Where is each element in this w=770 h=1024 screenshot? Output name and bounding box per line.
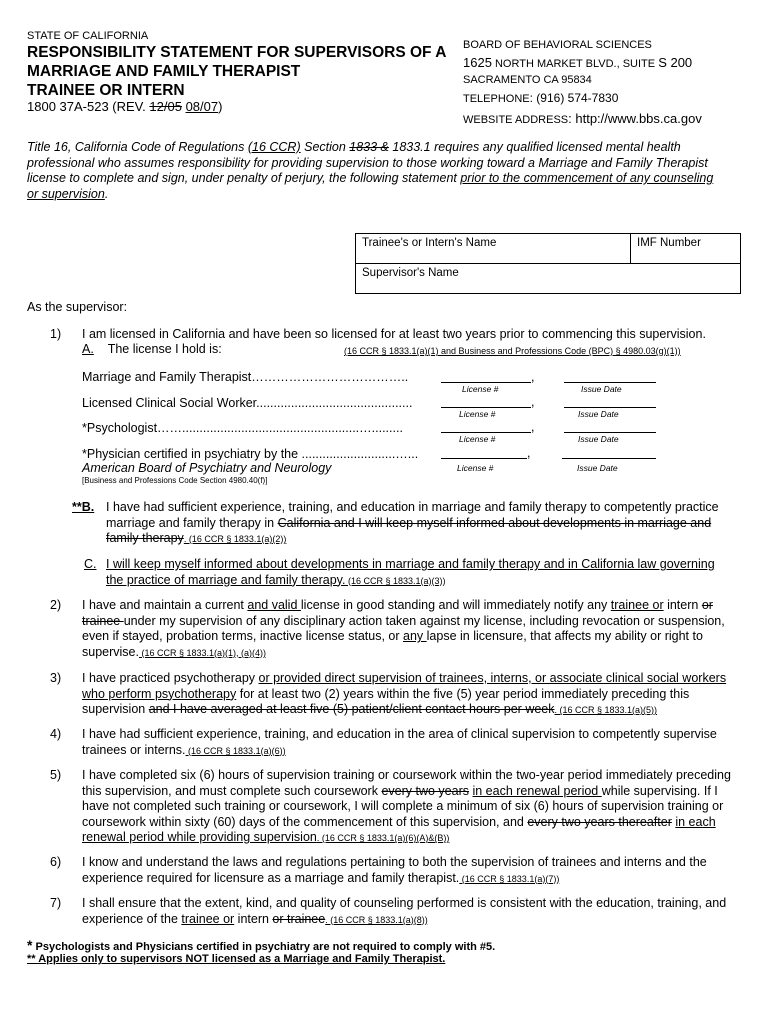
- item-7-number: 7): [50, 896, 62, 910]
- item-1a: [82, 342, 222, 358]
- item-4-number: 4): [50, 727, 62, 741]
- item-1b-text: I have had sufficient experience, training, and education in marriage and family therapy to competently practice marriage and family therapy in California and I will keep myself informed about developments in marriage and family therapy. (16 CCR § 1833.1(a)(2)): [106, 500, 719, 545]
- item-1-number: 1): [50, 327, 62, 341]
- license-comma-4: ,: [527, 446, 531, 460]
- license-physician: *Physician certified in psychiatry by the ...........................…...: [82, 447, 419, 461]
- item-5-text: I have completed six (6) hours of supervision training or coursework within the two-year period immediately preceding this supervision, and must complete such coursework every two years in each renewal period while supervising. If I have not completed such training or coursework, I will complete a minimum of six (6) hours of supervision training or coursework within sixty (60) days of the commencement of this supervision, and every two years thereafter in each renewal period while providing supervision. (16 CCR § 1833.1(a)(6)(A)&(B)): [82, 768, 731, 844]
- item-7-text: I shall ensure that the extent, kind, and quality of counseling performed is consistent with the education, training, and experience of the trainee or intern or trainee. (16 CCR § 1833.1(a)(8)): [82, 896, 727, 926]
- item-4-text: I have had sufficient experience, training, and education in the area of clinical supervision to competently supervise trainees or interns. (16 CCR § 1833.1(a)(6)): [82, 727, 717, 757]
- telephone-number: : (916) 574-7830: [529, 91, 619, 105]
- license-mft: Marriage and Family Therapist………………………………..: [82, 370, 409, 384]
- license-number-label-4: License #: [457, 463, 494, 473]
- form-number-text: 1800 37A-523 (REV.: [27, 99, 150, 114]
- issue-date-label-2: Issue Date: [578, 409, 619, 419]
- trainee-supervisor-box: [355, 233, 741, 294]
- license-number-label-2: License #: [459, 409, 496, 419]
- intro-paragraph: Title 16, California Code of Regulations (16 CCR) Section 1833 & 1833.1 requires any qualified licensed mental health professional who assumes responsibility for providing supervision to those working toward a Marriage and Family Therapist license to complete and sign, under penalty of perjury, the following statement prior to the commencement of any counseling or supervision.: [27, 140, 714, 201]
- supervisor-name-field[interactable]: [356, 264, 741, 294]
- footnote-2: ** Applies only to supervisors NOT licensed as a Marriage and Family Therapist.: [27, 953, 446, 965]
- license-number-line-2[interactable]: [441, 407, 531, 408]
- item-3-number: 3): [50, 671, 62, 685]
- board-telephone: [463, 89, 702, 107]
- license-number-line-3[interactable]: [441, 432, 531, 433]
- license-comma-1: ,: [531, 370, 535, 384]
- license-comma-2: ,: [531, 395, 535, 409]
- item-1a-text: The license I hold is:: [107, 342, 222, 356]
- item-1-text: I am licensed in California and have been so licensed for at least two years prior to commencing this supervision.: [82, 327, 706, 341]
- board-city: SACRAMENTO CA 95834: [463, 74, 592, 86]
- as-supervisor-heading: As the supervisor:: [27, 300, 128, 314]
- item-1c-label: C.: [84, 557, 97, 571]
- imf-number-label: IMF Number: [637, 237, 701, 249]
- item-2-number: 2): [50, 598, 62, 612]
- license-comma-3: ,: [531, 420, 535, 434]
- license-physician-ref: [Business and Professions Code Section 4980.40(f)]: [82, 476, 268, 485]
- issue-date-line-1[interactable]: [564, 382, 656, 383]
- license-number-label-1: License #: [462, 384, 499, 394]
- item-1b-label: **B.: [72, 500, 95, 514]
- issue-date-line-2[interactable]: [564, 407, 656, 408]
- license-number-line-1[interactable]: [441, 382, 531, 383]
- issue-date-label-1: Issue Date: [581, 384, 622, 394]
- form-rev-new: 08/07: [185, 99, 219, 114]
- issue-date-label-3: Issue Date: [578, 434, 619, 444]
- license-psychologist: *Psychologist……...................................................….........: [82, 421, 403, 435]
- item-5-number: 5): [50, 768, 62, 782]
- issue-date-line-4[interactable]: [562, 458, 656, 459]
- title-line-2: MARRIAGE AND FAMILY THERAPIST: [27, 63, 301, 80]
- license-number-line-4[interactable]: [441, 458, 527, 459]
- website-link[interactable]: : http://www.bbs.ca.gov: [568, 111, 702, 126]
- title-line-1: RESPONSIBILITY STATEMENT FOR SUPERVISORS OF A: [27, 44, 447, 61]
- footnote-1: * Psychologists and Physicians certified in psychiatry are not required to comply with #5.: [27, 937, 496, 953]
- form-rev-close: ): [218, 99, 223, 114]
- telephone-label: TELEPHONE: [463, 93, 530, 105]
- item-6-text: I know and understand the laws and regulations pertaining to both the supervision of trainees and interns and the experience required for licensure as a marriage and family therapist. (16 CCR § 1833.1(a)(7)): [82, 855, 707, 885]
- trainee-name-label: Trainee's or Intern's Name: [362, 237, 497, 249]
- item-2-text: I have and maintain a current and valid license in good standing and will immediately notify any trainee or intern or trainee under my supervision of any disciplinary action taken against my license, including revocation or suspension, even if stayed, probation terms, inactive license status, or any lapse in licensure, that affects my ability or right to supervise. (16 CCR § 1833.1(a)(1), (a)(4)): [82, 598, 725, 659]
- address-street: NORTH MARKET BLVD., SUITE: [491, 58, 659, 70]
- item-6-number: 6): [50, 855, 62, 869]
- title-line-3: TRAINEE OR INTERN: [27, 82, 185, 99]
- state-label: STATE OF CALIFORNIA: [27, 30, 149, 42]
- imf-number-field[interactable]: [631, 234, 741, 264]
- item-3-text: I have practiced psychotherapy or provided direct supervision of trainees, interns, or associate clinical social workers who perform psychotherapy for at least two (2) years within the five (5) year period immediately preceding this supervision and I have averaged at least five (5) patient/client contact hours per week. (16 CCR § 1833.1(a)(5)): [82, 671, 727, 716]
- address-number: 1625: [463, 55, 492, 70]
- form-rev-old: 12/05: [149, 99, 182, 114]
- item-1a-ref: (16 CCR § 1833.1(a)(1) and Business and Professions Code (BPC) § 4980.03(g)(1)): [344, 346, 681, 356]
- board-address-block: [463, 39, 702, 128]
- license-physician-board: American Board of Psychiatry and Neurology: [82, 461, 332, 475]
- website-label: WEBSITE ADDRESS: [463, 114, 569, 126]
- board-name: BOARD OF BEHAVIORAL SCIENCES: [463, 39, 652, 51]
- item-1c-text: I will keep myself informed about developments in marriage and family therapy and in California law governing the practice of marriage and family therapy. (16 CCR § 1833.1(a)(3)): [106, 557, 715, 587]
- address-suite: S 200: [658, 55, 693, 70]
- item-1a-label: A.: [82, 342, 94, 356]
- license-lcsw: Licensed Clinical Social Worker.............................................: [82, 396, 413, 410]
- form-number: [27, 99, 222, 114]
- issue-date-line-3[interactable]: [564, 432, 656, 433]
- form-title: [27, 43, 447, 100]
- issue-date-label-4: Issue Date: [577, 463, 618, 473]
- board-address: [463, 54, 702, 72]
- license-number-label-3: License #: [459, 434, 496, 444]
- supervisor-name-label: Supervisor's Name: [362, 267, 459, 279]
- board-website: [463, 110, 702, 128]
- trainee-name-field[interactable]: [356, 234, 631, 264]
